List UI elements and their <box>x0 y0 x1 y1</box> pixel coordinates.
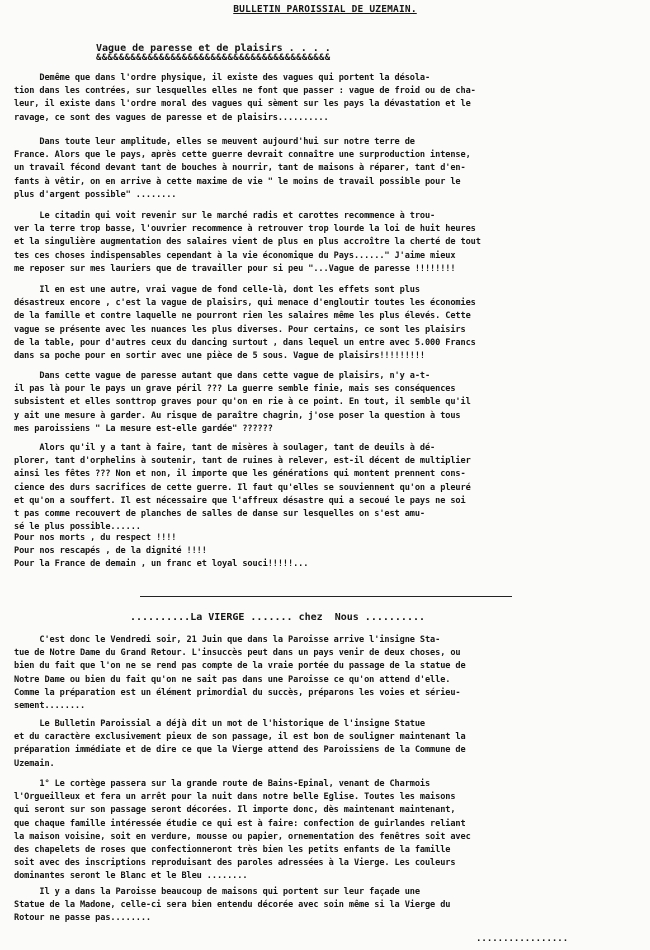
text-line: Statue de la Madone, celle-ci sera bien entendu décorée avec soin même si la Vierge du <box>14 900 451 911</box>
text-line: me reposer sur mes lauriers que de travailler pour si peu "...Vague de paresse !!!!!!!! <box>14 263 456 274</box>
text-line: sé le plus possible...... <box>14 522 141 533</box>
article1-paragraph <box>14 72 638 125</box>
text-line: Uzemain. <box>14 758 55 769</box>
text-line: Pour nos rescapés , de la dignité !!!! <box>14 546 207 557</box>
article-heading-paresse: Vague de paresse et de plaisirs . . . . <box>96 43 331 54</box>
text-line: 1° Le cortège passera sur la grande route de Bains-Epinal, venant de Charmois <box>14 779 431 789</box>
text-line: des chapelets de roses que confectionneront très bien les petits enfants de la famille <box>14 845 451 856</box>
text-line: soit avec des inscriptions reproduisant des paroles adressées à la Vierge. Les couleurs <box>14 858 456 869</box>
text-line: l'Orgueilleux et fera un arrêt pour la nuit dans notre belle Eglise. Toutes les maisons <box>14 792 456 803</box>
text-line: Il y a dans la Paroisse beaucoup de maisons qui portent sur leur façade une <box>14 887 420 897</box>
text-line: préparation immédiate et de dire ce que la Vierge attend des Paroissiens de la Commune de <box>14 745 466 756</box>
text-line: Demême que dans l'ordre physique, il existe des vagues qui portent la désola- <box>14 73 431 83</box>
text-line: qui seront sur son passage seront décorées. Il importe donc, dès maintenant maintenant, <box>14 805 456 816</box>
article2-paragraph <box>14 778 638 884</box>
text-line: Pour la France de demain , un franc et loyal souci!!!!!... <box>14 559 309 570</box>
text-line: Dans toute leur amplitude, elles se meuvent aujourd'hui sur notre terre de <box>14 137 415 147</box>
text-line: dominantes seront le Blanc et le Bleu ........ <box>14 871 248 882</box>
text-line: vague se présente avec les nuances les plus diverses. Pour certains, ce sont les plaisirs <box>14 324 466 335</box>
text-line: France. Alors que le pays, après cette guerre devrait connaître une surproduction intense, <box>14 150 471 161</box>
article2-paragraph <box>14 634 638 713</box>
text-line: Comme la préparation est un élément primordial du succès, préparons les voies et sérieu- <box>14 687 461 698</box>
bulletin-title: BULLETIN PAROISSIAL DE UZEMAIN. <box>233 4 417 15</box>
article1-closing-lines <box>14 532 638 572</box>
text-line: Le Bulletin Paroissial a déjà dit un mot de l'historique de l'insigne Statue <box>14 719 425 729</box>
text-line: et du caractère exclusivement pieux de son passage, il est bon de souligner maintenant la <box>14 732 466 743</box>
article-heading-vierge: ..........La VIERGE ....... chez Nous .......... <box>130 612 426 623</box>
text-line: tes ces choses indispensables cependant à la vie économique du Pays......" J'aime mieux <box>14 250 456 261</box>
text-line: de la table, pour d'autres ceux du dancing surtout , dans lequel un entre avec 5.000 Francs <box>14 337 476 348</box>
text-line: ravage, ce sont des vagues de paresse et de plaisirs.......... <box>14 112 329 123</box>
closing-dots: ................. <box>476 934 569 944</box>
article1-paragraph <box>14 210 638 276</box>
text-line: un travail fécond devant tant de bouches à nourrir, tant de maisons à réparer, tant d'en- <box>14 163 466 174</box>
text-line: et la singulière augmentation des salaires vient de plus en plus accroître la cherté de tout <box>14 237 481 248</box>
article1-paragraph <box>14 284 638 363</box>
text-line: sement........ <box>14 701 86 712</box>
article2-paragraph <box>14 886 638 926</box>
text-line: Le citadin qui voit revenir sur le marché radis et carottes recommence à trou- <box>14 211 436 221</box>
text-line: y ait une mesure à garder. Au risque de paraître chagrin, j'ose poser la question à tous <box>14 410 461 421</box>
article2-paragraph <box>14 718 638 771</box>
text-line: C'est donc le Vendredi soir, 21 Juin que dans la Paroisse arrive l'insigne Sta- <box>14 635 441 645</box>
text-line: il pas là pour le pays un grave péril ??? La guerre semble finie, mais ses conséquences <box>14 384 456 395</box>
text-line: Pour nos morts , du respect !!!! <box>14 533 177 543</box>
section-divider <box>140 596 512 597</box>
text-line: plorer, tant d'orphelins à soutenir, tant de ruines à relever, est-il décent de multiplier <box>14 456 471 467</box>
text-line: fants à vêtir, on en arrive à cette maxime de vie " le moins de travail possible pour le <box>14 176 461 187</box>
heading-underline: &&&&&&&&&&&&&&&&&&&&&&&&&&&&&&&&&&&&&&&&& <box>96 53 331 63</box>
text-line: Dans cette vague de paresse autant que dans cette vague de plaisirs, n'y a-t- <box>14 371 431 381</box>
article1-paragraph <box>14 370 638 436</box>
text-line: mes paroissiens " La mesure est-elle gardée" ?????? <box>14 423 273 434</box>
text-line: bien du fait que l'on ne se rend pas compte de la vraie portée du passage de la statue de <box>14 661 466 672</box>
text-line: cience des durs sacrifices de cette guerre. Il faut qu'elles se souviennent qu'on a pleuré <box>14 482 471 493</box>
text-line: ainsi les fêtes ??? Non et non, il importe que les générations qui montent prennent cons- <box>14 469 466 480</box>
text-line: Rotour ne passe pas........ <box>14 913 151 924</box>
text-line: subsistent et elles sonttrop graves pour qu'on en rie à ce point. En tout, il semble qu'il <box>14 397 471 408</box>
text-line: désastreux encore , c'est la vague de plaisirs, qui menace d'engloutir toutes les économies <box>14 298 476 309</box>
text-line: t pas comme recouvert de planches de salles de danse sur lesquelles on s'est amu- <box>14 509 425 520</box>
text-line: plus d'argent possible" ........ <box>14 189 177 200</box>
text-line: tue de Notre Dame du Grand Retour. L'insuccès peut dans un pays venir de deux choses, ou <box>14 648 461 659</box>
text-line: Il en est une autre, vrai vague de fond celle-là, dont les effets sont plus <box>14 285 420 295</box>
text-line: la maison voisine, soit en verdure, mousse ou papier, ornementation des fenêtres soit avec <box>14 831 471 842</box>
text-line: tion dans les contrées, sur lesquelles elles ne font que passer : vague de froid ou de cha- <box>14 86 476 97</box>
text-line: Alors qu'il y a tant à faire, tant de misères à soulager, tant de deuils à dé- <box>14 443 436 453</box>
text-line: Notre Dame ou bien du fait qu'on ne sait pas dans une Paroisse ce qu'on attend d'elle. <box>14 674 451 685</box>
text-line: ver la terre trop basse, l'ouvrier recommence à retrouver trop lourde la loi de huit heures <box>14 224 476 235</box>
text-line: dans sa poche pour en sortir avec une pièce de 5 sous. Vague de plaisirs!!!!!!!!! <box>14 351 425 362</box>
article1-paragraph <box>14 136 638 202</box>
article1-paragraph <box>14 442 638 534</box>
text-line: leur, il existe dans l'ordre moral des vagues qui sèment sur les pays la dévastation et le <box>14 99 471 110</box>
text-line: que chaque famille intéressée étudie ce qui est à faire: confection de guirlandes reliant <box>14 818 466 829</box>
text-line: et qu'on a souffert. Il est nécessaire que l'affreux désastre qui a secoué le pays ne soi <box>14 495 466 506</box>
text-line: de la famille et contre laquelle ne pourront rien les salaires même les plus élevés. Cette <box>14 311 471 322</box>
